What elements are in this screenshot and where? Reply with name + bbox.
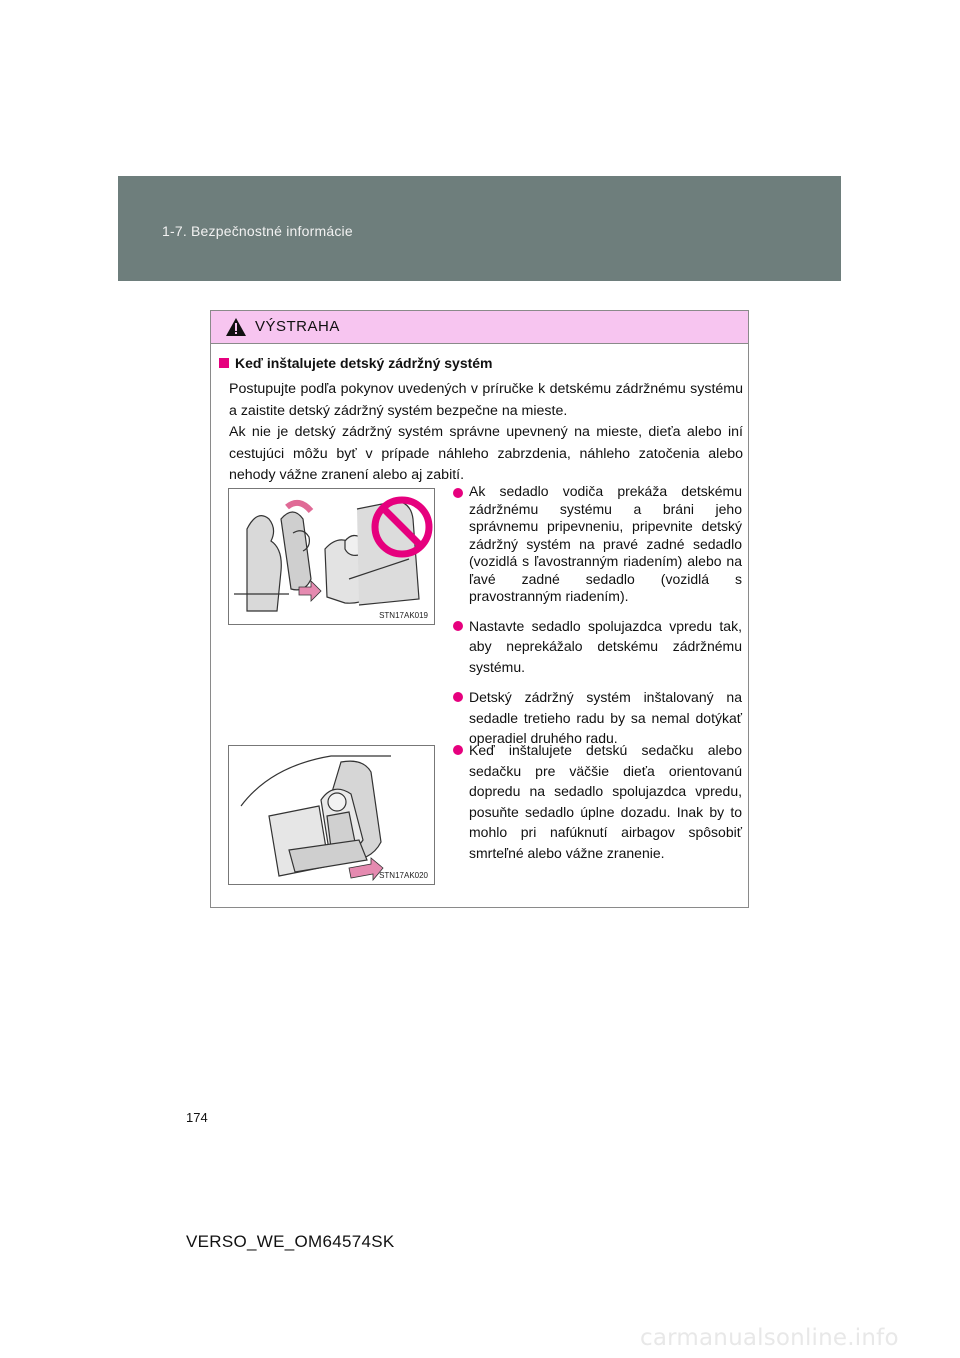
square-bullet-icon xyxy=(219,358,229,368)
bullet-list-lower xyxy=(445,740,742,873)
warning-header xyxy=(211,311,748,344)
page-number: 174 xyxy=(186,1110,208,1125)
warning-triangle-icon xyxy=(225,317,247,337)
warning-label: VÝSTRAHA xyxy=(255,318,340,335)
site-watermark: carmanualsonline.info xyxy=(640,1325,899,1351)
seat-illustration-2 xyxy=(229,746,435,885)
bullet-text: Ak sedadlo vodiča prekáža detskému zádržnému systému a bráni jeho správnemu pripevneniu, pripevnite detský zádržný systém na pravé zadné sedadlo (vozidlá s ľavostranným riadením) alebo na ľavé zadné sedadlo (vozidlá s pravostranným riadením). xyxy=(469,483,742,604)
round-bullet-icon xyxy=(453,745,463,755)
figure-code: STN17AK019 xyxy=(379,611,428,620)
warning-box xyxy=(210,310,749,908)
round-bullet-icon xyxy=(453,621,463,631)
round-bullet-icon xyxy=(453,488,463,498)
figure-front-seat-back xyxy=(228,745,435,885)
list-item xyxy=(445,740,742,863)
document-code: VERSO_WE_OM64574SK xyxy=(186,1232,395,1251)
bullet-text: Keď inštalujete detskú sedačku alebo sedačku pre väčšie dieťa orientovanú dopredu na sedadlo spolujazdca vpredu, posuňte sedadlo úplne dozadu. Inak by to mohlo pri nafúknutí airbagov spôsobiť smrteľné alebo vážne zranenie. xyxy=(469,742,742,861)
intro-text xyxy=(229,379,743,487)
seat-illustration-1 xyxy=(229,489,435,625)
bullet-text: Nastavte sedadlo spolujazdca vpredu tak, aby neprekážalo detskému zádržnému systému. xyxy=(469,617,742,675)
bullet-list xyxy=(445,483,742,759)
list-item xyxy=(445,483,742,606)
topic-heading xyxy=(219,355,493,371)
header-band xyxy=(118,176,841,281)
round-bullet-icon xyxy=(453,692,463,702)
intro-paragraph: Postupujte podľa pokynov uvedených v príručke k detskému zádržnému systému a zaistite detský zádržný systém bezpečne na mieste. xyxy=(229,381,743,419)
topic-text: Keď inštalujete detský zádržný systém xyxy=(235,355,493,371)
figure-driver-seat-blocking xyxy=(228,488,435,625)
list-item xyxy=(445,616,742,678)
intro-paragraph: Ak nie je detský zádržný systém správne upevnený na mieste, dieťa alebo iní cestujúci môžu byť v prípade náhleho zabrzdenia, náhleho zatočenia alebo nehody vážne zranení alebo aj zabití. xyxy=(229,424,743,483)
section-title: 1-7. Bezpečnostné informácie xyxy=(162,223,353,239)
bullet-text: Detský zádržný systém inštalovaný na sedadle tretieho radu by sa nemal dotýkať operadiel druhého radu. xyxy=(469,689,742,746)
figure-code: STN17AK020 xyxy=(379,871,428,880)
